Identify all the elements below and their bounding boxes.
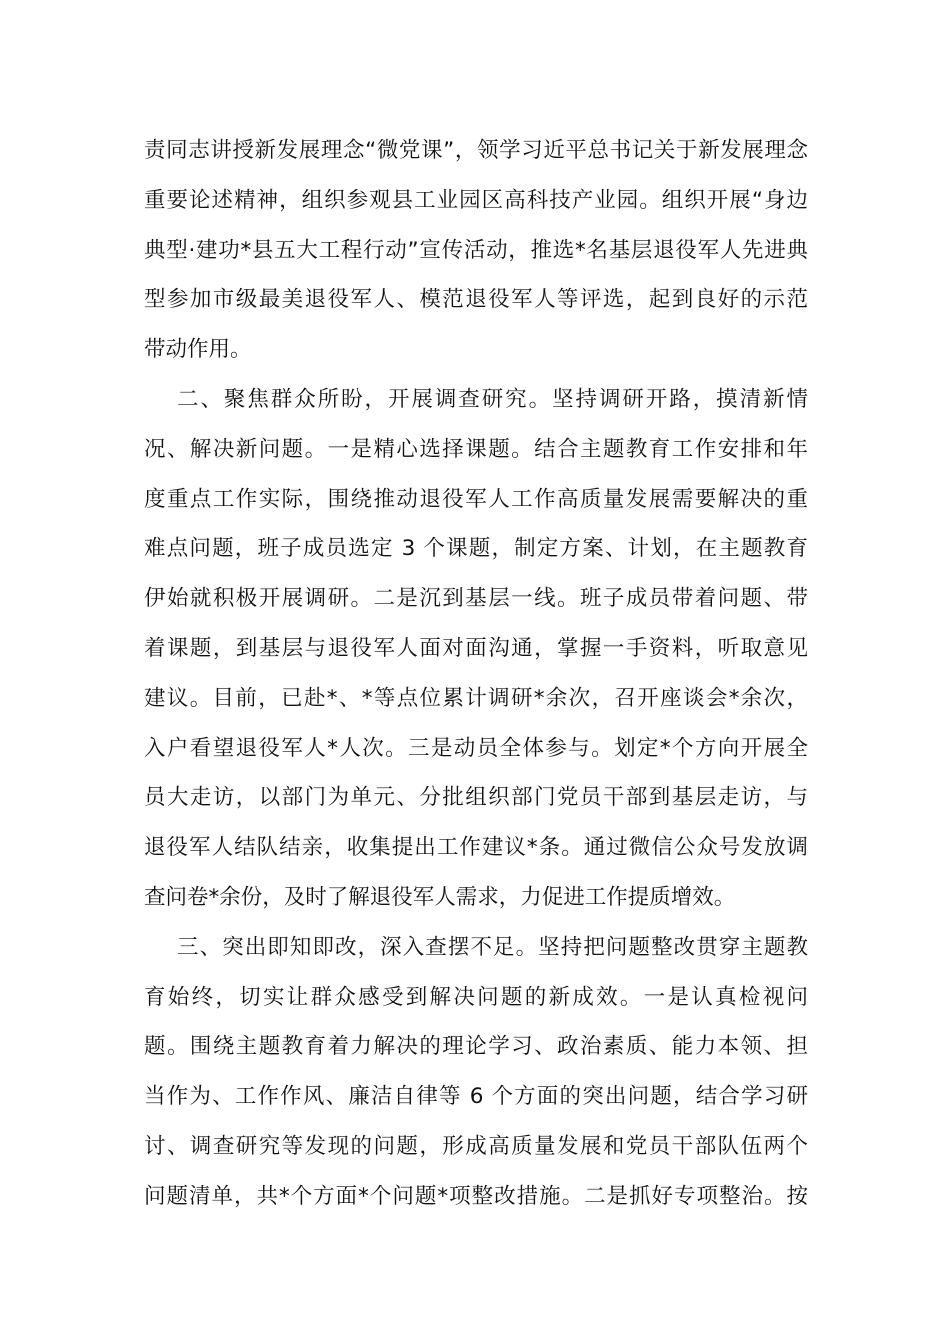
text-line: 况、解决新问题。一是精心选择课题。结合主题教育工作安排和年 xyxy=(144,436,808,462)
text-line: 难点问题，班子成员选定 3 个课题，制定方案、计划，在主题教育 xyxy=(144,536,808,562)
text-line: 二、聚焦群众所盼，开展调查研究。坚持调研开路，摸清新情 xyxy=(177,386,808,412)
text-line: 重要论述精神，组织参观县工业园区高科技产业园。组织开展“身边 xyxy=(144,187,808,213)
paragraph-1 xyxy=(144,126,808,375)
text-line: 着课题，到基层与退役军人面对面沟通，掌握一手资料，听取意见 xyxy=(144,635,808,661)
text-line: 问题清单，共*个方面*个问题*项整改措施。二是抓好专项整治。按 xyxy=(144,1183,808,1209)
text-line: 伊始就积极开展调研。二是沉到基层一线。班子成员带着问题、带 xyxy=(144,586,808,612)
text-line: 查问卷*余份，及时了解退役军人需求，力促进工作提质增效。 xyxy=(144,884,736,910)
text-line: 员大走访，以部门为单元、分批组织部门党员干部到基层走访，与 xyxy=(144,785,808,811)
text-line: 型参加市级最美退役军人、模范退役军人等评选，起到良好的示范 xyxy=(144,287,808,313)
text-line: 建议。目前，已赴*、*等点位累计调研*余次，召开座谈会*余次， xyxy=(144,685,808,711)
text-line: 育始终，切实让群众感受到解决问题的新成效。一是认真检视问 xyxy=(144,984,808,1010)
document-body xyxy=(144,126,808,1222)
text-line: 退役军人结队结亲，收集提出工作建议*条。通过微信公众号发放调 xyxy=(144,835,808,861)
text-line: 讨、调查研究等发现的问题，形成高质量发展和党员干部队伍两个 xyxy=(144,1133,808,1159)
paragraph-2 xyxy=(144,375,808,923)
text-line: 责同志讲授新发展理念“微党课”，领学习近平总书记关于新发展理念 xyxy=(144,138,808,163)
text-line: 题。围绕主题教育着力解决的理论学习、政治素质、能力本领、担 xyxy=(144,1034,808,1060)
paragraph-3 xyxy=(144,923,808,1222)
text-line: 三、突出即知即改，深入查摆不足。坚持把问题整改贯穿主题教 xyxy=(177,934,808,960)
text-line: 当作为、工作作风、廉洁自律等 6 个方面的突出问题，结合学习研 xyxy=(144,1084,808,1110)
text-line: 带动作用。 xyxy=(144,337,252,363)
text-line: 入户看望退役军人*人次。三是动员全体参与。划定*个方向开展全 xyxy=(144,735,808,761)
text-line: 典型·建功*县五大工程行动”宣传活动，推选*名基层退役军人先进典 xyxy=(144,237,808,263)
text-line: 度重点工作实际，围绕推动退役军人工作高质量发展需要解决的重 xyxy=(144,486,808,512)
